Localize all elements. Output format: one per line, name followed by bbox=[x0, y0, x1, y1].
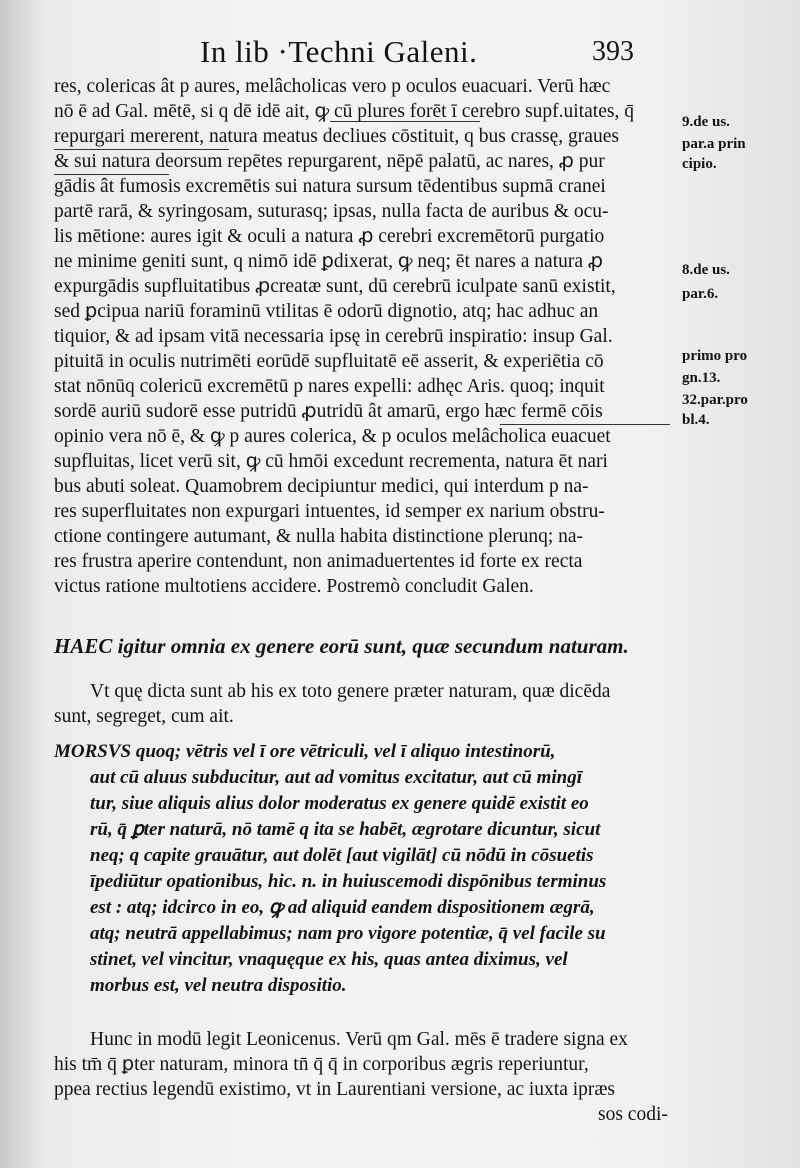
commentary-line: sunt, segreget, cum ait. bbox=[54, 706, 234, 727]
handwritten-underline bbox=[500, 424, 670, 425]
lemma-line: aut cū aluus subducitur, aut ad vomitus excitatur, aut cū mingī bbox=[90, 767, 583, 788]
body-line: ctione contingere autumant, & nulla habita distinctione plerunq; na- bbox=[54, 526, 584, 547]
marginal-note: 9.de us. bbox=[682, 114, 730, 130]
body-line: supfluitas, licet verū sit, ꝙ cū hmōi excedunt recrementa, natura ēt nari bbox=[54, 451, 608, 472]
lemma-line: est : atq; idcirco in eo, ꝙ ad aliquid eandem dispositionem ægrā, bbox=[90, 897, 595, 918]
body-line: res superfluitates non expurgari intuentes, id semper ex narium obstru- bbox=[54, 501, 605, 522]
marginal-note: par.6. bbox=[682, 286, 719, 302]
marginal-note: cipio. bbox=[682, 156, 717, 172]
body-line: sordē auriū sudorē esse putridū ꝓutridū ât amarū, ergo hæc fermē cōis bbox=[54, 401, 603, 422]
marginal-note: gn.13. bbox=[682, 370, 721, 386]
marginal-note: par.a prin bbox=[682, 136, 746, 152]
body-line: gādis ât fumosis excremētis sui natura sursum tēdentibus supmā cranei bbox=[54, 176, 606, 197]
lemma-line: MORSVS quoq; vētris vel ī ore vētriculi, vel ī aliquo intestinorū, bbox=[54, 741, 556, 762]
body-line: sed ꝑcipua nariū foraminū vtilitas ē odorū dignotio, atq; hac adhuc an bbox=[54, 301, 599, 322]
final-line: his tm̄ q̄ ꝑter naturam, minora tn̄ q̄ q̄ in corporibus ægris reperiuntur, bbox=[54, 1054, 589, 1075]
body-line: stat nōnūq colericū excremētū p nares expelli: adhęc Aris. quoq; inquit bbox=[54, 376, 605, 397]
handwritten-underline bbox=[54, 149, 229, 150]
final-line: Hunc in modū legit Leonicenus. Verū qm Gal. mēs ē tradere signa ex bbox=[90, 1029, 628, 1050]
body-line: pituitā in oculis nutrimēti eorūdē supfluitatē eē asserit, & experiētia cō bbox=[54, 351, 604, 372]
lemma-line: tur, siue aliquis alius dolor moderatus ex genere quidē existit eo bbox=[90, 793, 589, 814]
body-line: lis mētione: aures igit & oculi a natura ꝓ cerebri excremētorū purgatio bbox=[54, 226, 605, 247]
body-line: bus abuti soleat. Quamobrem decipiuntur medici, qui interdum p na- bbox=[54, 476, 589, 497]
final-line: sos codi- bbox=[598, 1104, 668, 1125]
body-line: partē rarā, & syringosam, suturasq; ipsas, nulla facta de auribus & ocu- bbox=[54, 201, 609, 222]
body-line: victus ratione multotiens accidere. Postremò concludit Galen. bbox=[54, 576, 534, 597]
running-head: In lib ·Techni Galeni. bbox=[200, 34, 478, 69]
lemma-line: morbus est, vel neutra dispositio. bbox=[90, 975, 347, 996]
body-line: nō ē ad Gal. mētē, si q dē idē ait, ꝙ cū plures forēt ī cerebro supf.uitates, q̄ bbox=[54, 101, 634, 122]
marginal-note: bl.4. bbox=[682, 412, 710, 428]
body-line: expurgādis supfluitatibus ꝓcreatæ sunt, dū cerebrū iculpate sanū existit, bbox=[54, 276, 616, 297]
body-line: tiquior, & ad ipsam vitā necessaria ipsę in cerebrū inspiratio: insup Gal. bbox=[54, 326, 613, 347]
page-number: 393 bbox=[592, 36, 634, 67]
marginal-note: primo pro bbox=[682, 348, 748, 364]
lemma-line: atq; neutrā appellabimus; nam pro vigore potentiæ, q̄ vel facile su bbox=[90, 923, 606, 944]
body-line: opinio vera nō ē, & ꝙ p aures colerica, & p oculos melâcholica euacuet bbox=[54, 426, 611, 447]
body-line: ne minime geniti sunt, q nimō idē ꝑdixerat, ꝙ neq; ēt nares a natura ꝓ bbox=[54, 251, 603, 272]
lemma-line: stinet, vel vincitur, vnaquęque ex his, quas antea diximus, vel bbox=[90, 949, 568, 970]
body-line: repurgari mererent, natura meatus decliues cōstituit, q bus crassę, graues bbox=[54, 126, 619, 147]
handwritten-underline bbox=[330, 121, 480, 122]
body-line: res, colericas ât p aures, melâcholicas vero p oculos euacuari. Verū hæc bbox=[54, 76, 611, 97]
commentary-line: Vt quę dicta sunt ab his ex toto genere præter naturam, quæ dicēda bbox=[90, 681, 611, 702]
marginal-note: 32.par.pro bbox=[682, 392, 748, 408]
handwritten-underline bbox=[54, 174, 169, 175]
body-line: & sui natura deorsum repētes repurgarent, nēpē palatū, ac nares, ꝓ pur bbox=[54, 151, 605, 172]
marginal-note: 8.de us. bbox=[682, 262, 730, 278]
body-line: res frustra aperire contendunt, non animaduertentes id forte ex recta bbox=[54, 551, 583, 572]
lemma-line: rū, q̄ ꝑter naturā, nō tamē q ita se habēt, ægrotare dicuntur, sicut bbox=[90, 819, 601, 840]
galen-quote-line: HAEC igitur omnia ex genere eorū sunt, quæ secundum naturam. bbox=[54, 634, 629, 658]
final-line: ppea rectius legendū existimo, vt in Laurentiani versione, ac iuxta ipræs bbox=[54, 1079, 616, 1100]
lemma-line: neq; q capite grauātur, aut dolēt [aut vigilāt] cū nōdū in cōsuetis bbox=[90, 845, 594, 866]
lemma-line: īpediūtur opationibus, hic. n. in huiuscemodi dispōnibus terminus bbox=[90, 871, 607, 892]
